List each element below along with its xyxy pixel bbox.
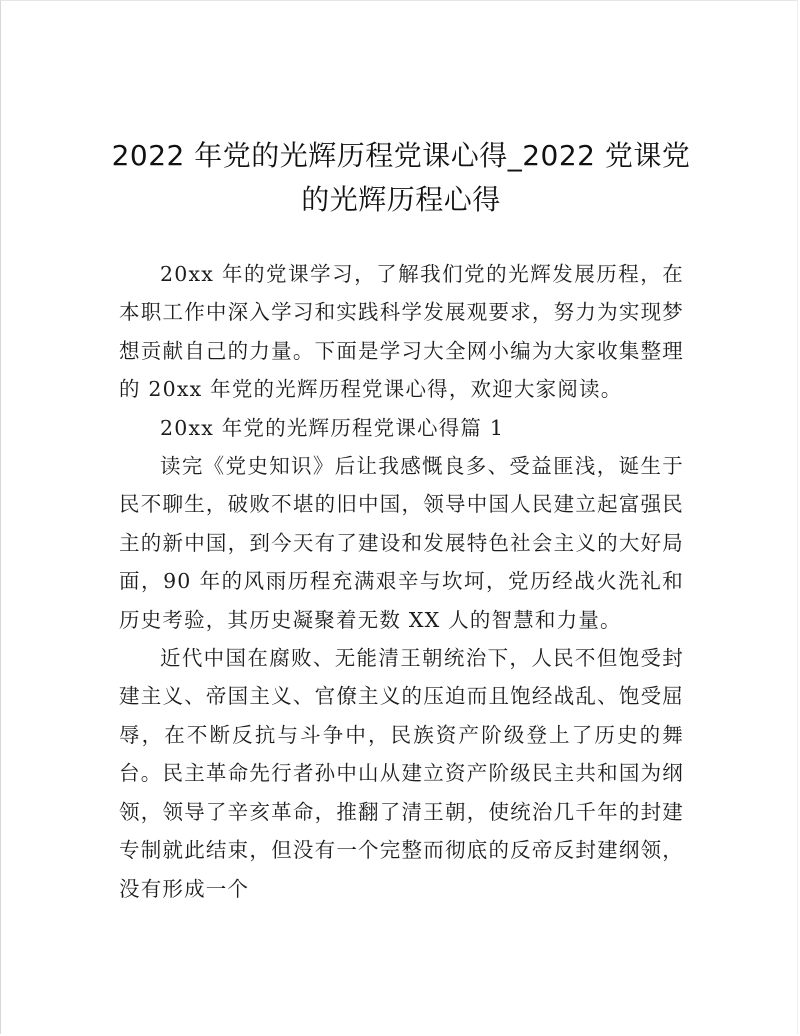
body-paragraph-1: 读完《党史知识》后让我感慨良多、受益匪浅，诞生于民不聊生，破败不堪的旧中国，领导中国人民建立起富强民主的新中国，到今天有了建设和发展特色社会主义的大好局面，90 年的风雨历程充满艰辛与坎坷，党历经战火洗礼和历史考验，其历史凝聚着无数 XX 人的智慧和力量。 — [119, 454, 684, 632]
section-heading: 20xx 年党的光辉历程党课心得篇 1 — [160, 415, 505, 440]
document-body — [119, 255, 684, 908]
intro-paragraph: 20xx 年的党课学习，了解我们党的光辉发展历程，在本职工作中深入学习和实践科学发展观要求，努力为实现梦想贡献自己的力量。下面是学习大全网小编为大家收集整理的 20xx 年党的光辉历程党课心得，欢迎大家阅读。 — [119, 262, 684, 402]
body-paragraph-2: 近代中国在腐败、无能清王朝统治下，人民不但饱受封建主义、帝国主义、官僚主义的压迫而且饱经战乱、饱受屈辱，在不断反抗与斗争中，民族资产阶级登上了历史的舞台。民主革命先行者孙中山从建立资产阶级民主共和国为纲领，领导了辛亥革命，推翻了清王朝，使统治几千年的封建专制就此结束，但没有一个完整而彻底的反帝反封建纲领，没有形成一个 — [119, 646, 684, 901]
document-title: 2022 年党的光辉历程党课心得_2022 党课党的光辉历程心得 — [111, 139, 691, 216]
